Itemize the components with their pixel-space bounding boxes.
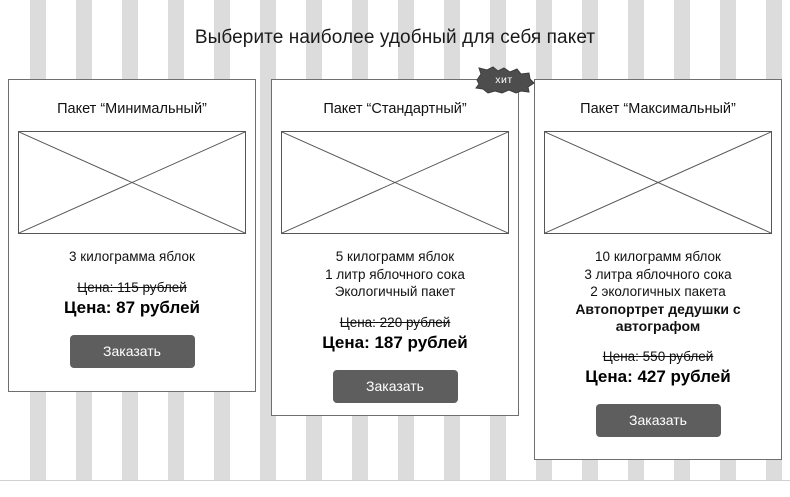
old-price: Цена: 550 рублей bbox=[602, 348, 714, 364]
new-price: Цена: 187 рублей bbox=[322, 332, 468, 352]
price-block bbox=[535, 349, 781, 387]
package-title: Пакет “Минимальный” bbox=[57, 101, 207, 117]
price-block bbox=[272, 315, 518, 353]
placeholder-cross-icon bbox=[282, 132, 508, 233]
package-features bbox=[272, 248, 518, 301]
order-button[interactable]: Заказать bbox=[333, 370, 458, 403]
placeholder-cross-icon bbox=[545, 132, 771, 233]
package-card-standard[interactable] bbox=[271, 79, 519, 416]
order-button[interactable]: Заказать bbox=[70, 335, 195, 368]
new-price: Цена: 87 рублей bbox=[64, 297, 200, 317]
feature-item: 1 литр яблочного сока bbox=[325, 266, 465, 282]
price-block bbox=[9, 280, 255, 318]
order-button[interactable]: Заказать bbox=[596, 404, 721, 437]
page-title: Выберите наиболее удобный для себя пакет bbox=[194, 27, 596, 48]
image-placeholder bbox=[281, 131, 509, 234]
feature-item-highlight: Автопортрет дедушки с автографом bbox=[575, 300, 741, 334]
new-price: Цена: 427 рублей bbox=[585, 366, 731, 386]
package-card-minimal[interactable] bbox=[8, 79, 256, 392]
package-title: Пакет “Максимальный” bbox=[580, 101, 736, 117]
feature-item: 3 килограмма яблок bbox=[69, 249, 195, 264]
image-placeholder bbox=[544, 131, 772, 234]
package-title: Пакет “Стандартный” bbox=[323, 101, 467, 117]
feature-item: 2 экологичных пакета bbox=[590, 284, 726, 299]
feature-item: Экологичный пакет bbox=[334, 284, 456, 299]
package-features bbox=[535, 248, 781, 335]
old-price: Цена: 115 рублей bbox=[77, 279, 187, 295]
feature-item: 3 литра яблочного сока bbox=[584, 266, 732, 282]
image-placeholder bbox=[18, 131, 246, 234]
hit-badge bbox=[473, 66, 535, 94]
hit-badge-label: хит bbox=[495, 74, 513, 86]
feature-item: 10 килограмм яблок bbox=[595, 249, 721, 264]
placeholder-cross-icon bbox=[19, 132, 245, 233]
package-features bbox=[9, 248, 255, 266]
feature-item: 5 килограмм яблок bbox=[335, 249, 455, 264]
bottom-bar bbox=[0, 480, 790, 497]
old-price: Цена: 220 рублей bbox=[339, 314, 451, 330]
package-card-maximal[interactable] bbox=[534, 79, 782, 460]
